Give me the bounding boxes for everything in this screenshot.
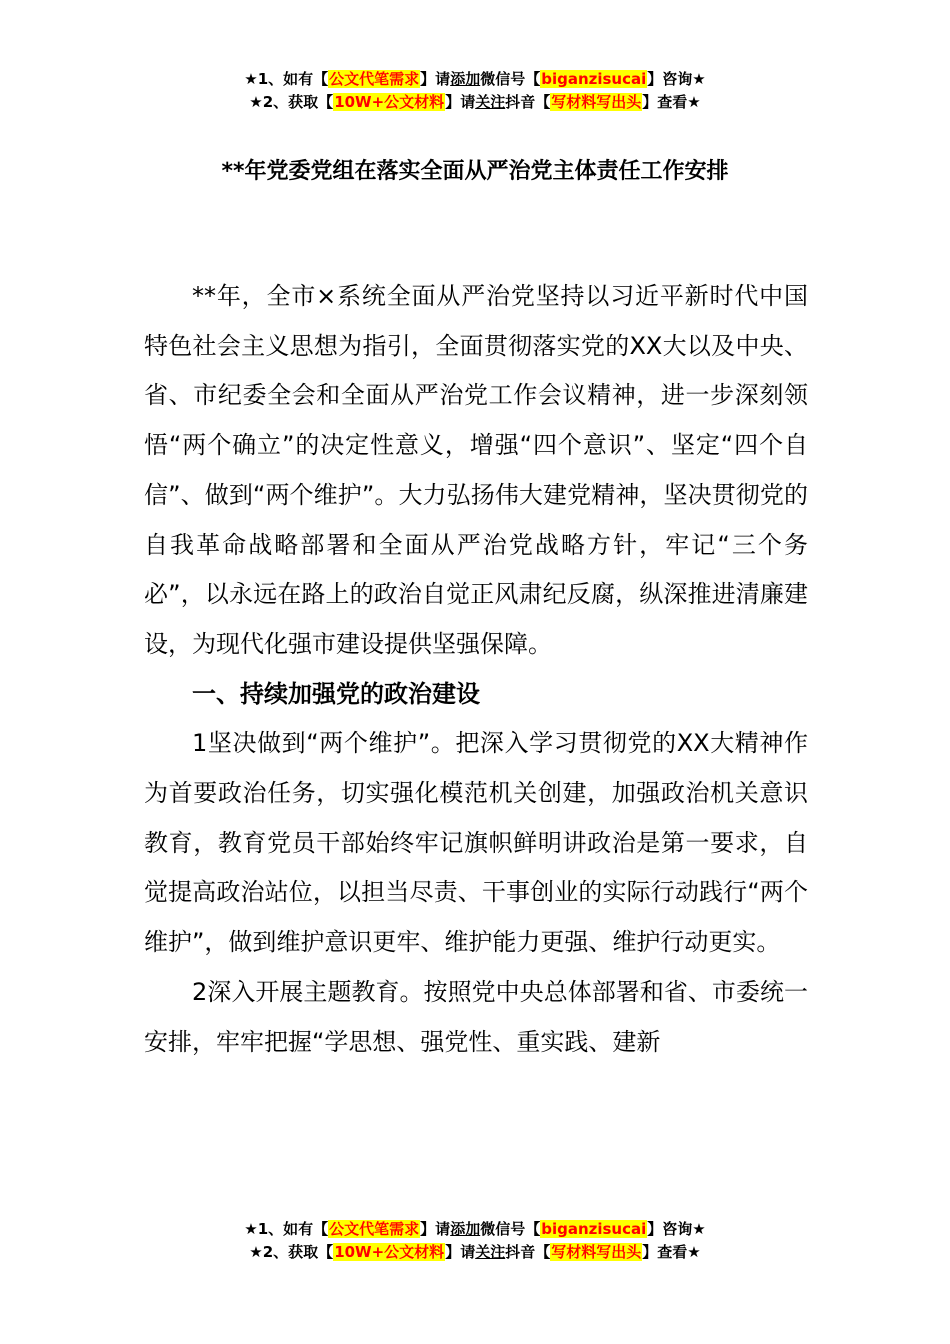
item-paragraph-1: 1坚决做到“两个维护”。把深入学习贯彻党的XX大精神作为首要政治任务，切实强化模范机关创建，加强政治机关意识教育，教育党员干部始终牢记旗帜鲜明讲政治是第一要求，自觉提高政治站位，以担当尽责、干事创业的实际行动践行“两个维护”，做到维护意识更牢、维护能力更强、维护行动更实。 [144,729,808,957]
intro-paragraph: **年，全市×系统全面从严治党坚持以习近平新时代中国特色社会主义思想为指引，全面贯彻落实党的XX大以及中央、省、市纪委全会和全面从严治党工作会议精神，进一步深刻领悟“两个确立”的决定性意义，增强“四个意识”、坚定“四个自信”、做到“两个维护”。大力弘扬伟大建党精神，坚决贯彻党的自我革命战略部署和全面从严治党战略方针，牢记“三个务必”，以永远在路上的政治自觉正风肃纪反腐，纵深推进清廉建设，为现代化强市建设提供坚强保障。 [144,282,808,658]
document-title: **年党委党组在落实全面从严治党主体责任工作安排 [221,159,729,184]
banner-line-2: ★2、获取【10W+公文材料】请关注抖音【写材料写出头】查看★ [249,93,701,111]
banner-line-2: ★2、获取【10W+公文材料】请关注抖音【写材料写出头】查看★ [249,1243,701,1261]
highlight-materials: 10W+公文材料 [334,93,445,111]
highlight-douyin-id: 写材料写出头 [551,93,642,111]
highlight-materials: 10W+公文材料 [334,1243,445,1261]
highlight-douyin-id: 写材料写出头 [551,1243,642,1261]
highlight-wechat-id: biganzisucai [541,1220,647,1238]
banner-line-1: ★1、如有【公文代笔需求】请添加微信号【biganzisucai】咨询★ [244,1220,706,1238]
highlight-service: 公文代笔需求 [329,70,420,88]
top-banner [0,68,950,114]
banner-line-1: ★1、如有【公文代笔需求】请添加微信号【biganzisucai】咨询★ [244,70,706,88]
item-paragraph-2: 2深入开展主题教育。按照党中央总体部署和省、市委统一安排，牢牢把握“学思想、强党性、重实践、建新 [144,977,808,1056]
section-heading: 一、持续加强党的政治建设 [192,679,480,708]
bottom-banner [0,1218,950,1264]
highlight-service: 公文代笔需求 [329,1220,420,1238]
highlight-wechat-id: biganzisucai [541,70,647,88]
document-body [144,272,808,1067]
